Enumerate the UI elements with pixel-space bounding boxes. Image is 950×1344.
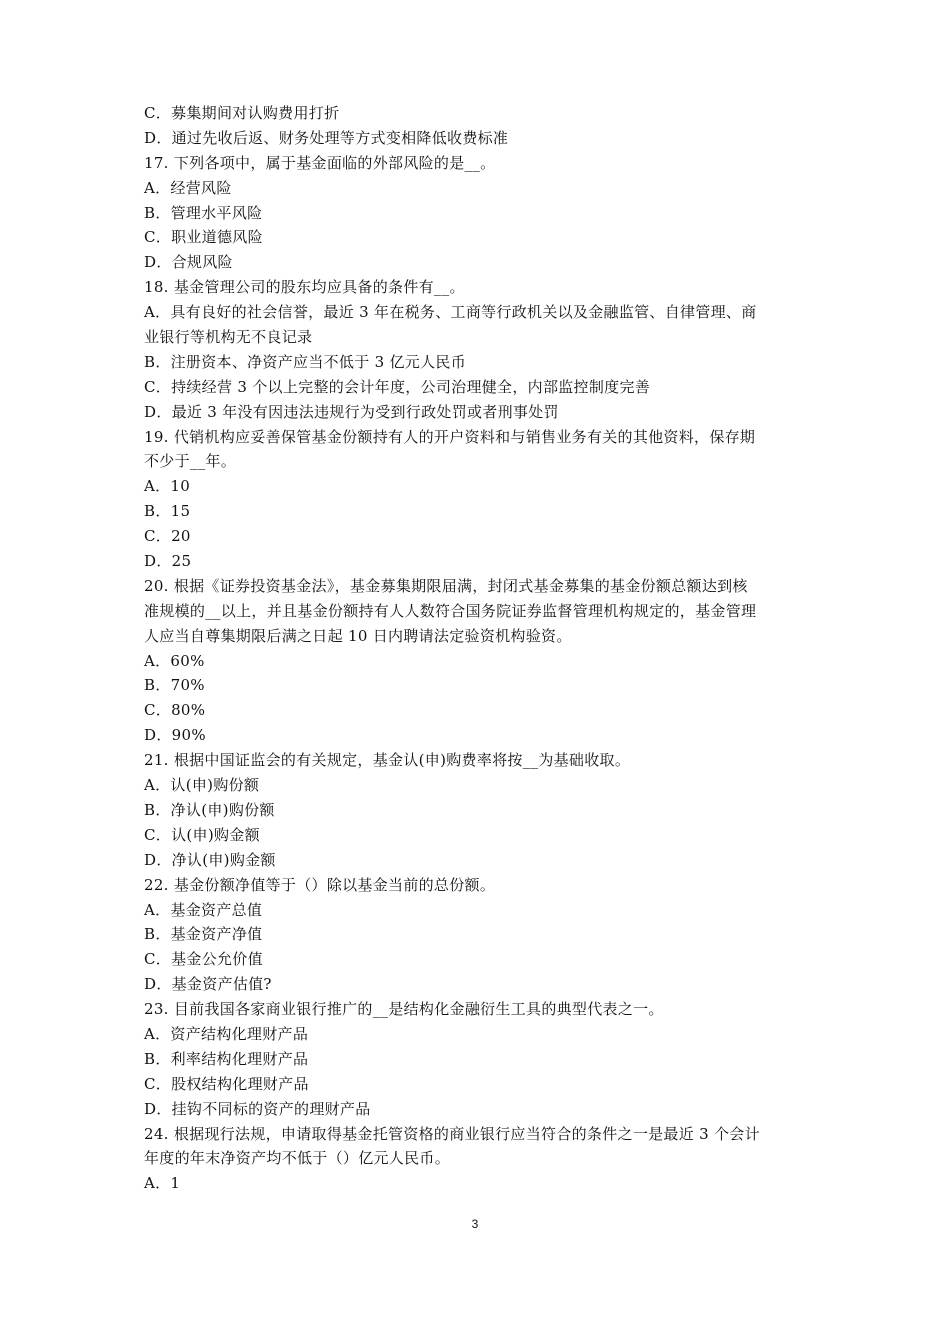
- text-line: 24. 根据现行法规，申请取得基金托管资格的商业银行应当符合的条件之一是最近 3 个会计: [144, 1124, 760, 1143]
- text-line: A．资产结构化理财产品: [144, 1024, 309, 1043]
- text-line: D．基金资产估值?: [144, 975, 272, 994]
- text-line: B．15: [144, 502, 191, 521]
- text-line: C．80%: [144, 701, 206, 720]
- text-line: 年度的年末净资产均不低于（）亿元人民币。: [144, 1149, 451, 1168]
- text-line: A．10: [144, 477, 191, 496]
- text-line: A．经营风险: [144, 178, 232, 197]
- text-line: B．注册资本、净资产应当不低于 3 亿元人民币: [144, 352, 467, 371]
- text-line: 业银行等机构无不良记录: [144, 328, 313, 347]
- text-line: C．股权结构化理财产品: [144, 1074, 309, 1093]
- text-line: B．利率结构化理财产品: [144, 1049, 309, 1068]
- text-line: 人应当自尊集期限后满之日起 10 日内聘请法定验资机构验资。: [144, 626, 572, 645]
- text-line: 19. 代销机构应妥善保管基金份额持有人的开户资料和与销售业务有关的其他资料，保存期: [144, 427, 756, 446]
- text-line: A．60%: [144, 651, 205, 670]
- question-text-block: [144, 101, 810, 1196]
- text-line: C．20: [144, 527, 191, 546]
- text-line: C．职业道德风险: [144, 228, 263, 247]
- text-line: D．90%: [144, 726, 206, 745]
- text-line: C．持续经营 3 个以上完整的会计年度，公司治理健全，内部监控制度完善: [144, 377, 651, 396]
- text-line: C．募集期间对认购费用打折: [144, 104, 340, 122]
- text-line: B．70%: [144, 676, 205, 695]
- text-line: 准规模的__以上，并且基金份额持有人人数符合国务院证券监督管理机构规定的，基金管理: [144, 601, 757, 620]
- text-line: 17. 下列各项中，属于基金面临的外部风险的是__。: [144, 153, 496, 172]
- text-line: D．挂钩不同标的资产的理财产品: [144, 1099, 371, 1118]
- text-line: D．25: [144, 552, 192, 571]
- text-line: D．合规风险: [144, 253, 233, 272]
- text-line: A．1: [144, 1174, 181, 1193]
- text-line: A．基金资产总值: [144, 900, 263, 919]
- text-line: D．净认(申)购金额: [144, 850, 276, 869]
- text-line: D．最近 3 年没有因违法违规行为受到行政处罚或者刑事处罚: [144, 402, 559, 421]
- text-line: B．基金资产净值: [144, 925, 263, 944]
- text-line: 21. 根据中国证监会的有关规定，基金认(申)购费率将按__为基础收取。: [144, 751, 631, 770]
- text-line: 不少于__年。: [144, 452, 237, 471]
- text-line: 22. 基金份额净值等于（）除以基金当前的总份额。: [144, 875, 496, 894]
- text-line: 20. 根据《证券投资基金法》，基金募集期限届满，封闭式基金募集的基金份额总额达到核: [144, 576, 748, 595]
- text-line: C．基金公允价值: [144, 950, 263, 969]
- text-line: C．认(申)购金额: [144, 825, 260, 844]
- text-line: B．净认(申)购份额: [144, 800, 275, 819]
- text-line: A．认(申)购份额: [144, 776, 260, 795]
- text-line: D．通过先收后返、财务处理等方式变相降低收费标准: [144, 128, 509, 147]
- text-line: 23. 目前我国各家商业银行推广的__是结构化金融衍生工具的典型代表之一。: [144, 1000, 664, 1019]
- text-line: A．具有良好的社会信誉，最近 3 年在税务、工商等行政机关以及金融监管、自律管理、商: [144, 303, 757, 322]
- page-number: 3: [471, 1217, 479, 1231]
- text-line: 18. 基金管理公司的股东均应具备的条件有__。: [144, 278, 465, 297]
- text-line: B．管理水平风险: [144, 203, 263, 222]
